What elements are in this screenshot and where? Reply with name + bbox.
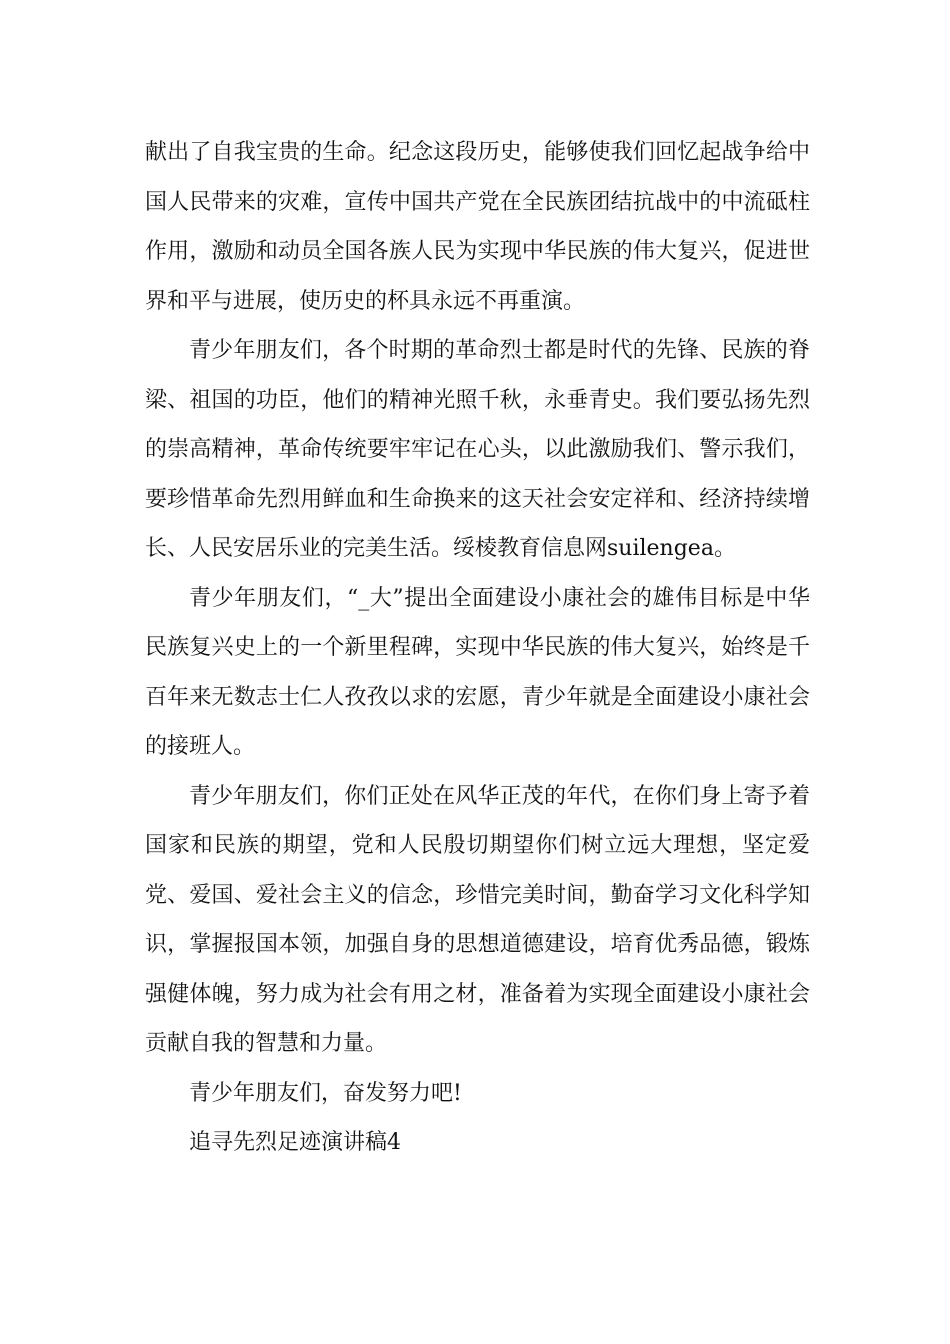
paragraph-youth-expectations: 青少年朋友们，你们正处在风华正茂的年代，在你们身上寄予着国家和民族的期望，党和人民殷切期望你们树立远大理想，坚定爱党、爱国、爱社会主义的信念，珍惜完美时间，勤奋学习文化科学知识，掌握报国本领，加强自身的思想道德建设，培育优秀品德，锻炼强健体魄，努力成为社会有用之材，准备着为实现全面建设小康社会贡献自我的智慧和力量。 — [145, 783, 810, 1056]
paragraph-continuation: 献出了自我宝贵的生命。纪念这段历史，能够使我们回忆起战争给中国人民带来的灾难，宣传中国共产党在全民族团结抗战中的中流砥柱作用，激励和动员全国各族人民为实现中华民族的伟大复兴，促进世界和平与进展，使历史的杯具永远不再重演。 — [145, 140, 810, 314]
paragraph-exhortation: 青少年朋友们，奋发努力吧! — [189, 1080, 462, 1106]
section-heading-speech-4: 追寻先烈足迹演讲稿4 — [189, 1130, 401, 1155]
document-body — [145, 128, 810, 1168]
paragraph-xiaokang-goal: 青少年朋友们，“_大”提出全面建设小康社会的雄伟目标是中华民族复兴史上的一个新里程碑，实现中华民族的伟大复兴，始终是千百年来无数志士仁人孜孜以求的宏愿，青少年就是全面建设小康社会的接班人。 — [145, 585, 810, 759]
paragraph-revolutionary-martyrs: 青少年朋友们，各个时期的革命烈士都是时代的先锋、民族的脊梁、祖国的功臣，他们的精神光照千秋，永垂青史。我们要弘扬先烈的崇高精神，革命传统要牢牢记在心头，以此激励我们、警示我们，要珍惜革命先烈用鲜血和生命换来的这天社会安定祥和、经济持续增长、人民安居乐业的完美生活。绥棱教育信息网suilengea。 — [145, 338, 810, 561]
